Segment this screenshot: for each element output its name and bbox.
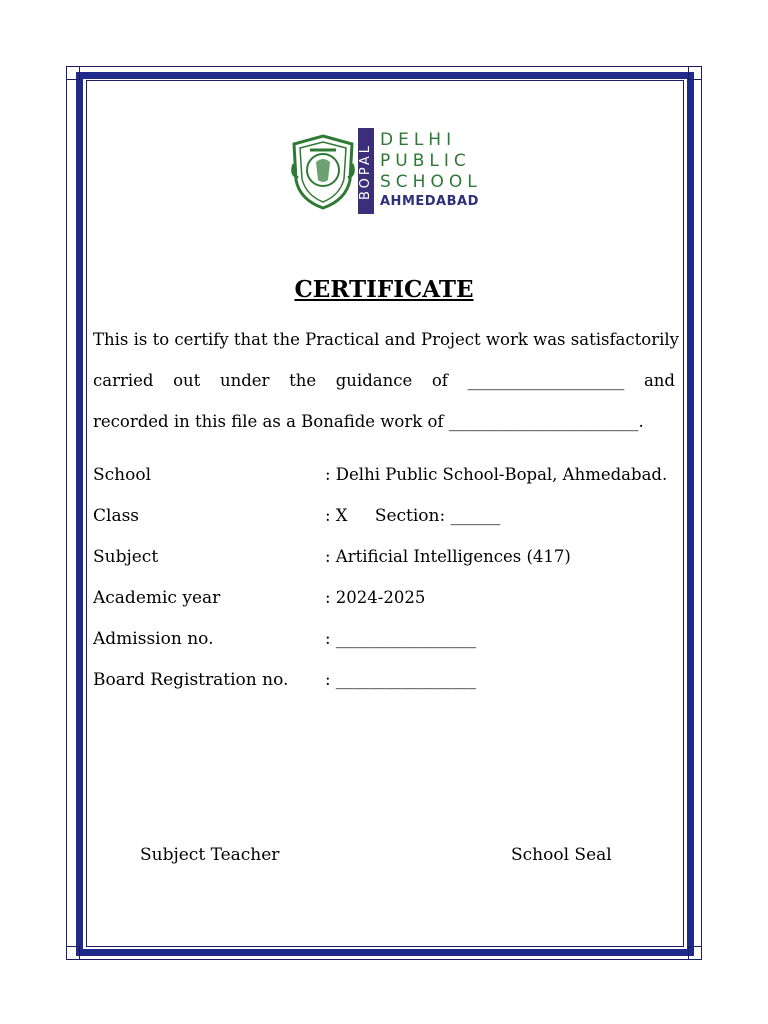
detail-value-school: : Delhi Public School-Bopal, Ahmedabad.	[325, 465, 668, 484]
detail-label-subject: Subject	[93, 547, 159, 567]
school-name-line-1: DELHI	[380, 130, 457, 150]
detail-label-school: School	[93, 465, 152, 485]
school-logo	[290, 128, 490, 214]
body-word: the	[289, 371, 317, 390]
class-value: : X	[325, 506, 348, 525]
corner-top-left	[66, 66, 80, 80]
detail-value-class	[325, 506, 500, 526]
corner-bottom-right	[688, 946, 702, 960]
body-word: under	[219, 371, 270, 390]
body-line-2	[93, 371, 675, 391]
detail-value-board-registration: : _________________	[325, 670, 477, 689]
school-name	[380, 130, 482, 209]
bopal-text: BOPAL	[358, 142, 374, 200]
detail-label-board-registration: Board Registration no.	[93, 670, 289, 690]
bopal-band	[358, 128, 374, 214]
school-seal-label: School Seal	[511, 845, 612, 865]
school-emblem-icon	[290, 134, 356, 210]
corner-bottom-left	[66, 946, 80, 960]
detail-label-class: Class	[93, 506, 140, 526]
corner-top-right	[688, 66, 702, 80]
detail-value-academic-year: : 2024-2025	[325, 588, 426, 607]
section-blank: ______	[450, 506, 501, 525]
body-word: and	[643, 371, 675, 390]
section-label: Section:	[374, 506, 451, 526]
body-line-3-text: recorded in this file as a Bonafide work of _______________________.	[93, 412, 644, 431]
detail-value-admission-no: : _________________	[325, 629, 477, 648]
body-line-1-text: This is to certify that the Practical and Project work was satisfactorily	[93, 330, 679, 349]
body-word: carried	[93, 371, 154, 390]
body-word: of	[431, 371, 448, 390]
detail-value-subject: : Artificial Intelligences (417)	[325, 547, 571, 566]
certificate-title: CERTIFICATE	[294, 276, 474, 303]
body-line-1	[93, 330, 679, 350]
school-name-line-2: PUBLIC	[380, 151, 471, 171]
school-name-line-3: SCHOOL	[380, 172, 482, 192]
detail-label-admission-no: Admission no.	[93, 629, 214, 649]
guide-blank: ___________________	[467, 371, 625, 390]
detail-label-academic-year: Academic year	[93, 588, 221, 608]
body-word: guidance	[335, 371, 413, 390]
body-word: out	[173, 371, 201, 390]
subject-teacher-label: Subject Teacher	[140, 845, 280, 865]
school-city: AHMEDABAD	[380, 194, 479, 209]
body-line-3	[93, 412, 675, 432]
